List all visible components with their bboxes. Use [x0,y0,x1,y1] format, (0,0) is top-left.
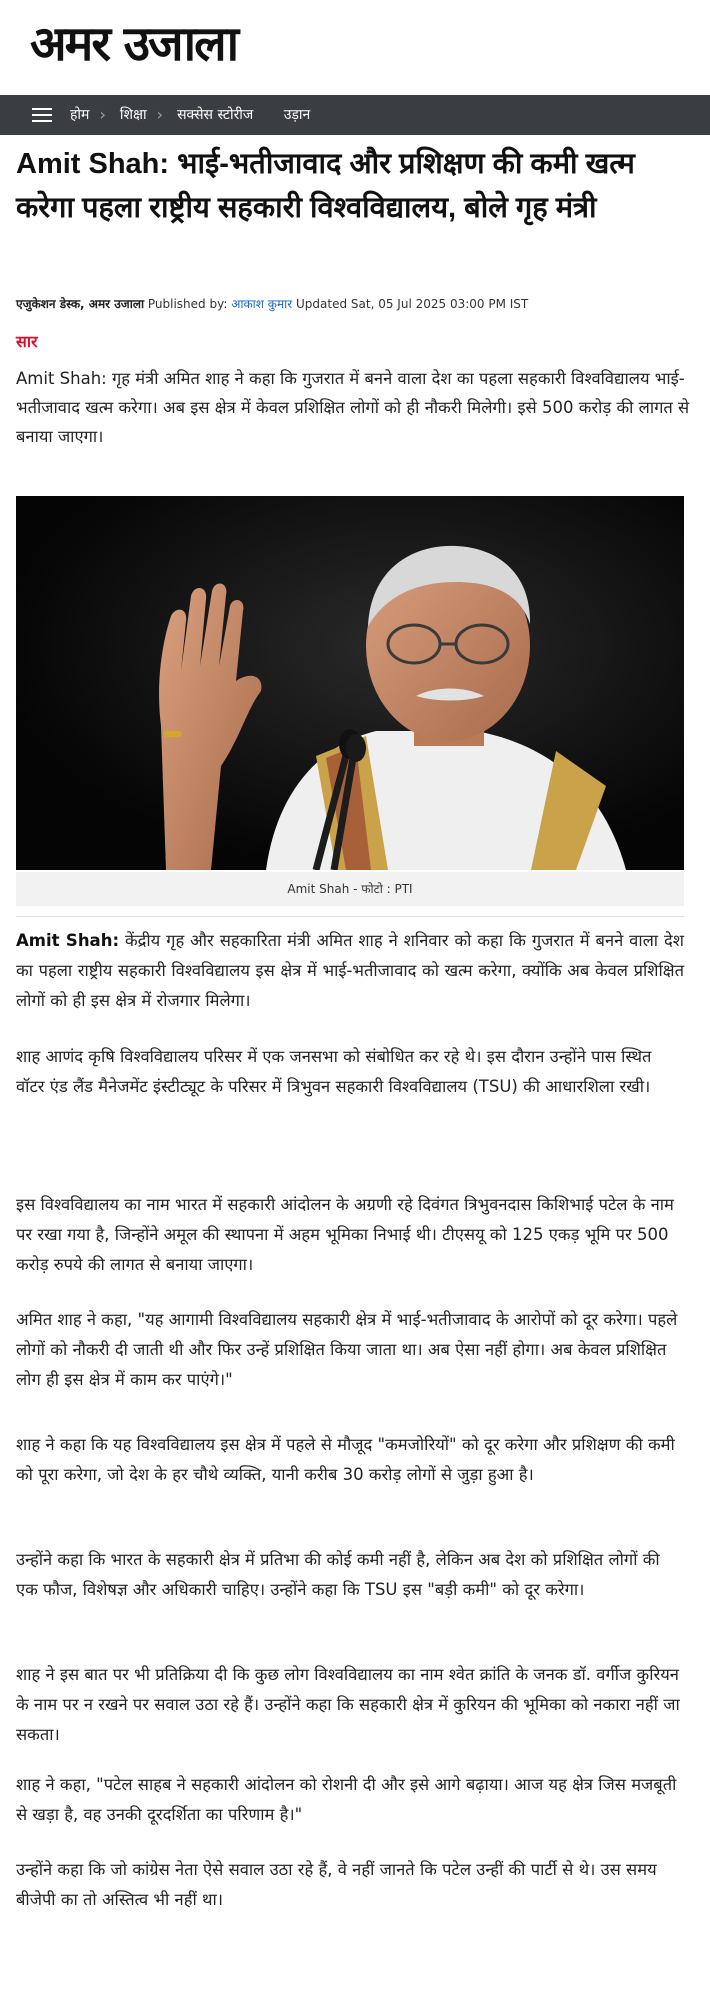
body-paragraph: अमित शाह ने कहा, "यह आगामी विश्वविद्यालय सहकारी क्षेत्र में भाई-भतीजावाद के आरोपों को दूर करेगा। पहले लोगों को नौकरी दी जाती थी और फिर उन्हें प्रशिक्षित किया जाता था। अब ऐसा नहीं होगा। अब केवल प्रशिक्षित लोग ही इस क्षेत्र में काम कर पाएंगे।" [16,1310,678,1389]
body-paragraph: शाह ने इस बात पर भी प्रतिक्रिया दी कि कुछ लोग विश्वविद्यालय का नाम श्वेत क्रांति के जनक डॉ. वर्गीज कुरियन के नाम पर न रखने पर सवाल उठा रहे हैं। उन्होंने कहा कि सहकारी क्षेत्र में कुरियन की भूमिका को नकारा नहीं जा सकता। [16,1665,680,1744]
hamburger-menu-icon[interactable] [32,108,52,122]
summary-label: सार [16,332,38,351]
body-paragraph: शाह ने कहा, "पटेल साहब ने सहकारी आंदोलन को रोशनी दी और इसे आगे बढ़ाया। आज यह क्षेत्र जिस मजबूती से खड़ा है, वह उनकी दूरदर्शिता का परिणाम है।" [16,1775,677,1824]
masthead [0,0,710,95]
article-lead-paragraph [16,926,684,1016]
byline-updated: Updated Sat, 05 Jul 2025 03:00 PM IST [296,297,529,311]
body-paragraph: उन्होंने कहा कि जो कांग्रेस नेता ऐसे सवाल उठा रहे हैं, वे नहीं जानते कि पटेल उन्हीं की पार्टी से थे। उस समय बीजेपी का तो अस्तित्व भी नहीं था। [16,1860,657,1909]
article-byline [16,295,528,313]
image-caption: Amit Shah - फोटो : PTI [16,872,684,906]
chevron-right-icon: › [156,105,164,124]
chevron-right-icon: › [99,105,106,124]
body-paragraph: इस विश्वविद्यालय का नाम भारत में सहकारी आंदोलन के अग्रणी रहे दिवंगत त्रिभुवनदास किशिभाई पटेल के नाम पर रखा गया है, जिन्होंने अमूल की स्थापना में अहम भूमिका निभाई थी। टीएसयू को 125 एकड़ भूमि पर 500 करोड़ रुपये की लागत से बनाया जाएगा। [16,1195,674,1274]
divider [16,916,684,917]
nav-udaan-link[interactable]: उड़ान [283,107,311,123]
article-headline: Amit Shah: भाई-भतीजावाद और प्रशिक्षण की कमी खत्म करेगा पहला राष्ट्रीय सहकारी विश्वविद्यालय, बोले गृह मंत्री [16,148,635,224]
body-paragraph: शाह ने कहा कि यह विश्वविद्यालय इस क्षेत्र में पहले से मौजूद "कमजोरियों" को दूर करेगा और प्रशिक्षण की कमी को पूरा करेगा, जो देश के हर चौथे व्यक्ति, यानी करीब 30 करोड़ लोगों से जुड़ा हुआ है। [16,1435,675,1484]
lead-text: केंद्रीय गृह और सहकारिता मंत्री अमित शाह ने शनिवार को कहा कि गुजरात में बनने वाला देश का पहला राष्ट्रीय सहकारी विश्वविद्यालय इस क्षेत्र में भाई-भतीजावाद को खत्म करेगा, क्योंकि अब केवल प्रशिक्षित लोगों को ही इस क्षेत्र में रोजगार मिलेगा। [16,931,684,1010]
byline-author-link[interactable]: आकाश कुमार [231,297,293,311]
lead-strong-prefix: Amit Shah: [16,931,120,950]
byline-published-label: Published by: [147,297,228,311]
byline-desk: एजुकेशन डेस्क, अमर उजाला [16,297,145,311]
breadcrumb-nav [0,95,710,135]
nav-success-stories-link[interactable]: सक्सेस स्टोरीज [177,107,254,123]
body-paragraph: उन्होंने कहा कि भारत के सहकारी क्षेत्र में प्रतिभा की कोई कमी नहीं है, लेकिन अब देश को प्रशिक्षित लोगों की एक फौज, विशेषज्ञ और अधिकारी चाहिए। उन्होंने कहा कि TSU इस "बड़ी कमी" को दूर करेगा। [16,1550,660,1599]
article-summary: Amit Shah: गृह मंत्री अमित शाह ने कहा कि गुजरात में बनने वाला देश का पहला सहकारी विश्वविद्यालय भाई-भतीजावाद खत्म करेगा। अब इस क्षेत्र में केवल प्रशिक्षित लोगों को ही नौकरी मिलेगी। इसे 500 करोड़ की लागत से बनाया जाएगा। [16,369,690,446]
nav-home-link[interactable]: होम [70,107,90,123]
portrait-illustration [16,496,684,870]
nav-education-link[interactable]: शिक्षा [119,107,147,123]
site-logo[interactable]: अमर उजाला [30,16,238,72]
article-hero-image [16,496,684,870]
body-paragraph: शाह आणंद कृषि विश्वविद्यालय परिसर में एक जनसभा को संबोधित कर रहे थे। इस दौरान उन्होंने पास स्थित वॉटर एंड लैंड मैनेजमेंट इंस्टीट्यूट के परिसर में त्रिभुवन सहकारी विश्वविद्यालय (TSU) की आधारशिला रखी। [16,1047,652,1096]
